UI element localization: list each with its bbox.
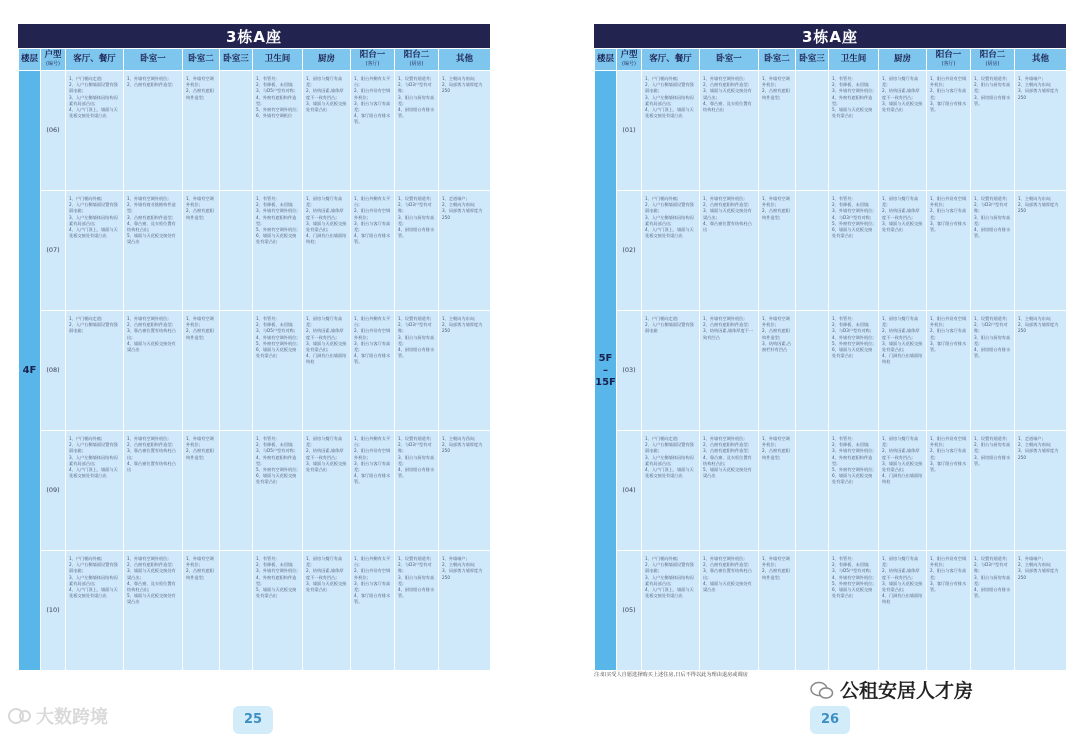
cell-bedroom-3 [220,431,253,551]
cell-balcony-1: 1、阳台外设有空调外机位; 2、阳台与客厅有高差; 3、客厅阳台有排水管。 [927,71,971,191]
cell-kitchen: 1、厨房与餐厅有高差; 2、结构因素,墙体厚度不一致有凹凸; 3、墙面与天花板交接处有梁凸出 [303,431,351,551]
cell-bedroom-3 [220,71,253,191]
unit-number: (03) [617,311,642,431]
column-header-label: 户型 [44,49,62,60]
column-header [829,49,879,71]
cell-bedroom-1: 1、外墙有空调外机位; 2、凸窗有遮阳构件造型; 3、结构因素,墙体厚度不一致有凹凸 [700,311,759,431]
cell-balcony-1: 1、阳台外设有空调外机位; 2、阳台与客厅有高差; 3、客厅阳台有排水管。 [927,191,971,311]
cell-kitchen: 1、厨房与餐厅有高差; 2、结构因素,墙体厚度不一致有凹凸; 3、墙面与天花板交接处有梁凸出 [879,71,927,191]
column-header-sub: (客厅) [365,60,380,67]
column-header [351,49,395,71]
cell-balcony-2: 1、设置有烟道井; 2、与D3户型有对称; 3、阳台与厨房有高差; 4、厨房阳台有排水管。 [395,431,439,551]
cell-balcony-1: 1、阳台外侧有太平台; 2、阳台外设有空调外机位; 3、阳台与客厅有高差; 4、客厅阳台有排水管。 [351,431,395,551]
cell-bedroom-1: 1、外墙有空调外机位; 2、凸窗有遮阳构件造型; 3、墙面与天花板交接处有梁凸出; 4、靠凸窗位置有结构柱凸出 [700,191,759,311]
table-row [595,431,1067,551]
column-header-sub: (厨房) [409,60,424,67]
cell-bedroom-3 [796,431,829,551]
table-row [19,551,491,671]
column-header-label: 楼层 [20,54,38,64]
column-header-label: 楼层 [596,54,614,64]
table-row [19,71,491,191]
column-header-label: 阳台一 [359,49,386,60]
cell-balcony-2: 1、设置有烟道井; 2、与D3户型有对称; 3、阳台与厨房有高差; 4、厨房阳台有排水管。 [395,71,439,191]
right-building-title: 3栋A座 [594,24,1066,48]
cell-balcony-2: 1、设置有烟道井; 2、阳台与厨房有高差; 3、厨房阳台有排水管。 [971,431,1015,551]
cell-kitchen: 1、厨房与餐厅有高差; 2、结构因素,墙体厚度不一致有凹凸; 3、墙面与天花板交接处有梁凸出 [303,551,351,671]
cell-balcony-2: 1、设置有烟道井; 2、与D3户型有对称; 3、阳台与厨房有高差; 4、厨房阳台有排水管。 [395,311,439,431]
column-header-label: 卫生间 [840,54,867,64]
cell-bathroom: 1、有管井; 2、有降板、未回填; 3、与D3户型有对称; 4、外墙有空调外机位; 5、外窗有空调外机位; 6、墙面与天花板交接处有梁凸出 [829,311,879,431]
cell-other: 1、主朝向为东向; 2、局部剪力墙厚度为250 [1015,311,1067,431]
cell-other: 1、外墙端户; 2、主朝向为南向; 3、局部剪力墙厚度为250 [1015,551,1067,671]
cell-living-dining: 1、户门朝向外廊; 2、入户右侧墙面设置有强弱电箱; 3、入户左侧墙体因结构因素有局部凸出; 4、入户门顶上、墙面与天花板交接处有梁凸出 [66,551,124,671]
cell-living-dining: 1、户门朝向外廊; 2、入户右侧墙面设置有强弱电箱; 3、入户左侧墙体因结构因素有局部凸出; 4、入户门顶上、墙面与天花板交接处有梁凸出 [66,431,124,551]
unit-number: (01) [617,71,642,191]
cell-bathroom: 1、有管井; 2、有降板、未回填; 3、外墙有空调外机位; 4、外窗有遮阳构件造型; 5、外窗有空调外机位; 6、墙面与天花板交接处有梁凸出 [829,431,879,551]
table-row [595,191,1067,311]
cell-bathroom: 1、有管井; 2、有降板、未回填; 3、与D5户型有对称; 4、外墙有空调外机位; 5、外窗有空调外机位; 6、墙面与天花板交接处有梁凸出 [253,311,303,431]
table-row [595,311,1067,431]
column-header [66,49,124,71]
watermark-right [810,676,973,703]
cell-kitchen: 1、厨房与餐厅有高差; 2、结构因素,墙体厚度不一致有凹凸; 3、墙面与天花板交接处有梁凸出 [879,191,927,311]
page-number-right: 26 [810,706,850,734]
cell-living-dining: 1、户门朝向走道; 2、入户右侧墙面设置有强弱电箱; 3、入户左侧墙体因结构因素有局部凸出; 4、入户门顶上、墙面与天花板交接处有梁凸出 [642,431,700,551]
column-header-label: 其他 [455,54,473,64]
cell-bedroom-3 [220,551,253,671]
cell-other: 1、外墙端户; 2、主朝向为东向; 3、局部剪力墙厚度为250 [1015,71,1067,191]
cell-bedroom-2: 1、外墙有空调外机位; 2、凸窗有遮阳构件造型; [183,191,220,311]
column-header-sub: (客厅) [941,60,956,67]
cell-balcony-2: 1、设置有烟道井; 2、与D2户型有对称; 3、阳台与厨房有高差; 4、厨房阳台有排水管。 [971,311,1015,431]
footnote: 注:如买受人自愿选择购买上述住房,日后不得以此为理由退房或调房 [594,672,748,678]
unit-number: (10) [41,551,66,671]
watermark-logo-icon [8,706,32,726]
cell-bedroom-2: 1、外墙有空调外机位; 2、凸窗有遮阳构件造型; [183,71,220,191]
cell-balcony-2: 1、设置有烟道井; 2、与D3户型有对称; 3、阳台与厨房有高差; 4、厨房阳台有排水管。 [395,551,439,671]
cell-living-dining: 1、户门朝向走道; 2、入户右侧墙面设置有强弱电箱; 3、入户左侧墙体因结构因素有局部凸出; 4、入户门顶上、墙面与天花板交接处有梁凸出 [66,71,124,191]
cell-bedroom-2: 1、外墙有空调外机位; 2、凸窗有遮阳构件造型; [183,431,220,551]
cell-other: 1、主朝向为东向; 2、局部剪力墙厚度为250 [439,311,491,431]
left-unit-table [18,48,491,671]
floor-label: 5F – 15F [595,71,617,671]
table-row [19,311,491,431]
column-header-sub: (编号) [622,60,636,67]
cell-balcony-2: 1、设置有烟道井; 2、与D3户型有对称; 3、阳台与厨房有高差; 4、厨房阳台有排水管。 [971,191,1015,311]
cell-bedroom-1: 1、外墙有空调外机位; 2、凸窗有遮阳构件造型; 3、靠凸窗位置有结构柱凸出; 4、靠凸窗位置有结构柱凸出 [124,431,183,551]
cell-bathroom: 1、有管井; 2、有降板、未回填; 3、外墙有空调外机位; 4、与D3户型有对称; 5、外窗有空调外机位; 6、墙面与天花板交接处有梁凸出 [829,191,879,311]
cell-living-dining: 1、户门朝向外廊; 2、入户右侧墙面设置有强弱电箱; 3、入户左侧墙体因结构因素有局部凸出; 4、入户门顶上、墙面与天花板交接处有梁凸出 [642,71,700,191]
cell-balcony-1: 1、阳台外设有空调外机位; 2、阳台与客厅有高差; 3、客厅阳台有排水管。 [927,551,971,671]
column-header-label: 厨房 [893,54,911,64]
page-number-left: 25 [233,706,273,734]
cell-balcony-1: 1、阳台外侧有太平台; 2、阳台外设有空调外机位; 3、阳台与客厅有高差; 4、客厅阳台有排水管。 [351,191,395,311]
right-page [594,24,1066,671]
cell-living-dining: 1、户门朝向走道; 2、入户右侧墙面设置有强弱电箱; [66,311,124,431]
cell-bedroom-1: 1、外墙有空调外机位; 2、凸窗有遮阳构件造型; 3、墙面与天花板交接处有梁凸出; 4、靠凸窗、及衣柜位置有结构柱凸出; 5、墙面与天花板交接处有梁凸出 [124,551,183,671]
cell-other: 1、主朝向为西向; 2、局部剪力墙厚度为250 [439,431,491,551]
cell-bathroom: 1、有管井; 2、有降板、未回填; 3、与D5户型有对称; 4、外窗有遮阳构件造型; 5、外窗有空调外机位; 6、墙面与天花板交接处有梁凸出 [253,431,303,551]
column-header [253,49,303,71]
cell-bedroom-3 [796,311,829,431]
column-header-label: 客厅、餐厅 [73,54,116,64]
column-header-sub: (编号) [46,60,60,67]
cell-bedroom-2: 1、外墙有空调外机位; 2、凸窗有遮阳构件造型; [759,71,796,191]
cell-bedroom-3 [796,71,829,191]
cell-bedroom-3 [220,311,253,431]
unit-number: (09) [41,431,66,551]
column-header-label: 其他 [1031,54,1049,64]
column-header [700,49,759,71]
cell-other: 1、主朝向为南向; 2、局部剪力墙厚度为250 [439,71,491,191]
cell-living-dining: 1、户门朝向外廊; 2、入户右侧墙面设置有强弱电箱; 3、入户左侧墙体因结构因素有局部凸出; 4、入户门顶上、墙面与天花板交接处有梁凸出 [642,551,700,671]
column-header-label: 卧室一 [716,54,742,64]
column-header [1015,49,1067,71]
cell-bedroom-1: 1、外墙有空调外机位; 2、凸窗有遮阳构件造型; 3、墙面与天花板交接处有梁凸出; 4、靠凸窗、及衣柜位置有结构柱凸出 [700,71,759,191]
column-header [41,49,66,71]
cell-bedroom-1: 1、外墙有空调外机位; 2、外墙有商业挑檐构件造型; 3、凸窗有遮阳构件造型; 4、靠凸窗、及衣柜位置有结构柱凸出; 5、墙面与天花板交接处有梁凸出 [124,191,183,311]
cell-kitchen: 1、厨房与餐厅有高差; 2、结构因素,墙体厚度不一致有凹凸; 3、墙面与天花板交接处有梁凸出; 4、门洞有凸出墙面结构柱 [879,311,927,431]
cell-other: 1、走道端户; 2、主朝向为南向; 3、局部剪力墙厚度为250 [1015,431,1067,551]
cell-living-dining: 1、户门朝向外廊; 2、入户右侧墙面设置有强弱电箱; 3、入户左侧墙体因结构因素有局部凸出; 4、入户门顶上、墙面与天花板交接处有梁凸出 [642,191,700,311]
unit-number: (05) [617,551,642,671]
cell-bedroom-1: 1、外墙有空调外机位; 2、凸窗有遮阳构件造型; [124,71,183,191]
cell-kitchen: 1、厨房与餐厅有高差; 2、结构因素,墙体厚度不一致有凹凸; 3、墙面与天花板交接处有梁凸出; 4、门洞有凸出墙面结构柱 [879,431,927,551]
cell-balcony-1: 1、阳台外侧有太平台; 2、阳台外设有空调外机位; 3、阳台与客厅有高差; 4、客厅阳台有排水管。 [351,311,395,431]
cell-bedroom-1: 1、外墙有空调外机位; 2、凸窗有遮阳构件造型; 3、凸窗有遮阳构件造型; 4、靠凸窗、及衣柜位置有结构柱凸出; 5、墙面与天花板交接处有梁凸出 [700,431,759,551]
cell-balcony-1: 1、阳台外设有空调外机位; 2、阳台与客厅有高差; 3、客厅阳台有排水管。 [927,311,971,431]
watermark-left [8,703,108,729]
column-header [395,49,439,71]
column-header-label: 卧室三 [223,54,249,64]
table-row [595,551,1067,671]
unit-number: (02) [617,191,642,311]
watermark-left-text: 大数跨境 [36,707,108,728]
cell-kitchen: 1、厨房与餐厅有高差; 2、结构因素,墙体厚度不一致有凹凸; 3、墙面与天花板交接处有梁凸出 [303,71,351,191]
column-header-label: 卧室二 [188,54,214,64]
column-header [879,49,927,71]
cell-kitchen: 1、厨房与餐厅有高差; 2、结构因素,墙体厚度不一致有凹凸; 3、墙面与天花板交接处有梁凸出; 4、门洞有凸出墙面结构柱 [303,311,351,431]
cell-bedroom-1: 1、外墙有空调外机位; 2、凸窗有遮阳构件造型; 3、靠凸窗位置有结构柱凸出; 4、墙面与天花板交接处有梁凸出 [124,311,183,431]
cell-bedroom-2: 1、外墙有空调外机位; 2、凸窗有遮阳构件造型; [759,191,796,311]
column-header-label: 客厅、餐厅 [649,54,692,64]
cell-bathroom: 1、有管井; 2、有降板、未回填; 3、外墙有空调外机位; 4、外窗有遮阳构件造型; 5、墙面与天花板交接处有梁凸出 [253,551,303,671]
column-header-label: 户型 [620,49,638,60]
cell-kitchen: 1、厨房与餐厅有高差; 2、结构因素,墙体厚度不一致有凹凸; 3、墙面与天花板交接处有梁凸出; 4、门洞有凸出墙面结构柱 [879,551,927,671]
column-header-label: 阳台二 [403,49,430,60]
column-header [439,49,491,71]
wechat-icon [810,680,834,700]
cell-bathroom: 1、有管井; 2、有降板、未回填; 3、外墙有空调外机位; 4、外窗有遮阳构件造型; 5、墙面与天花板交接处有梁凸出 [829,71,879,191]
cell-other: 1、走道端户; 2、主朝向为南向; 3、局部剪力墙厚度为250 [439,191,491,311]
cell-balcony-1: 1、阳台外设有空调外机位; 2、阳台与客厅有高差; 3、客厅阳台有排水管。 [927,431,971,551]
column-header [759,49,796,71]
column-header-sub: (厨房) [985,60,1000,67]
table-row [595,71,1067,191]
column-header [19,49,41,71]
column-header-label: 厨房 [317,54,335,64]
cell-balcony-1: 1、阳台外侧有太平台; 2、阳台外设有空调外机位; 3、阳台与客厅有高差; 4、客厅阳台有排水管。 [351,551,395,671]
left-building-title: 3栋A座 [18,24,490,48]
cell-balcony-2: 1、设置有烟道井; 2、与D3户型有对称; 3、阳台与厨房有高差; 4、厨房阳台有排水管。 [395,191,439,311]
cell-bedroom-2: 1、外墙有空调外机位; 2、凸窗有遮阳构件造型; [183,311,220,431]
column-header [124,49,183,71]
watermark-right-text: 公租安居人才房 [840,680,974,702]
column-header [303,49,351,71]
cell-bathroom: 1、有管井; 2、有降板、未回填; 3、与D5户型有对称; 4、外窗有遮阳构件造型; 5、外窗有空调外机位; 6、外墙有空调机位 [253,71,303,191]
cell-balcony-2: 1、设置有烟道井; 2、阳台与厨房有高差; 3、厨房阳台有排水管。 [971,71,1015,191]
column-header [642,49,700,71]
table-row [19,431,491,551]
unit-number: (06) [41,71,66,191]
cell-other: 1、外墙端户; 2、主朝向为南向; 3、局部剪力墙厚度为250 [439,551,491,671]
cell-bedroom-3 [220,191,253,311]
column-header [927,49,971,71]
cell-balcony-1: 1、阳台外侧有太平台; 2、阳台外设有空调外机位; 3、阳台与客厅有高差; 4、客厅阳台有排水管。 [351,71,395,191]
column-header [617,49,642,71]
cell-living-dining: 1、户门朝向走道; 2、入户右侧墙面设置有强弱电箱 [642,311,700,431]
cell-other: 1、主朝向为东向; 2、局部剪力墙厚度为250 [1015,191,1067,311]
right-unit-table [594,48,1067,671]
column-header-label: 卧室一 [140,54,166,64]
cell-balcony-2: 1、设置有烟道井; 2、与D3户型有对称; 3、阳台与厨房有高差; 4、厨房阳台有排水管。 [971,551,1015,671]
floor-label: 4F [19,71,41,671]
column-header-label: 卧室二 [764,54,790,64]
unit-number: (04) [617,431,642,551]
cell-kitchen: 1、厨房与餐厅有高差; 2、结构因素,墙体厚度不一致有凹凸; 3、墙面与天花板交接处有梁凸出; 4、门洞有凸出墙面结构柱; [303,191,351,311]
table-row [19,191,491,311]
column-header-label: 阳台二 [979,49,1006,60]
column-header [220,49,253,71]
left-page [18,24,490,671]
column-header-label: 阳台一 [935,49,962,60]
column-header-label: 卧室三 [799,54,825,64]
column-header [183,49,220,71]
cell-bedroom-3 [796,191,829,311]
cell-bedroom-2: 1、外墙有空调外机位; 2、凸窗有遮阳构件造型; [759,551,796,671]
cell-bathroom: 1、有管井; 2、有降板、未回填; 3、与D5户型有对称; 4、外墙有空调外机位; 5、外窗有空调外机位; 6、墙面与天花板交接处有梁凸出 [829,551,879,671]
cell-bedroom-2: 1、外墙有空调外机位; 2、凸窗有遮阳构件造型; 3、结构因素,凸窗栏杆有凹凸 [759,311,796,431]
cell-bathroom: 1、有管井; 2、有降板、未回填; 3、外墙有空调外机位; 4、外窗有遮阳构件造型; 5、外窗有空调外机位; 6、墙面与天花板交接处有梁凸出 [253,191,303,311]
cell-bedroom-2: 1、外墙有空调外机位; 2、凸窗有遮阳构件造型; [183,551,220,671]
column-header [796,49,829,71]
column-header [971,49,1015,71]
unit-number: (07) [41,191,66,311]
cell-bedroom-2: 1、外墙有空调外机位; 2、凸窗有遮阳构件造型; [759,431,796,551]
cell-living-dining: 1、户门朝向外廊; 2、入户右侧墙面设置有强弱电箱; 3、入户左侧墙体因结构因素有局部凸出; 4、入户门顶上、墙面与天花板交接处有梁凸出 [66,191,124,311]
cell-bedroom-1: 1、外墙有空调外机位; 2、凸窗有遮阳构件造型; 3、靠凸窗位置有结构柱凸出; 4、墙面与天花板交接处有梁凸出 [700,551,759,671]
unit-number: (08) [41,311,66,431]
cell-bedroom-3 [796,551,829,671]
column-header [595,49,617,71]
column-header-label: 卫生间 [264,54,291,64]
